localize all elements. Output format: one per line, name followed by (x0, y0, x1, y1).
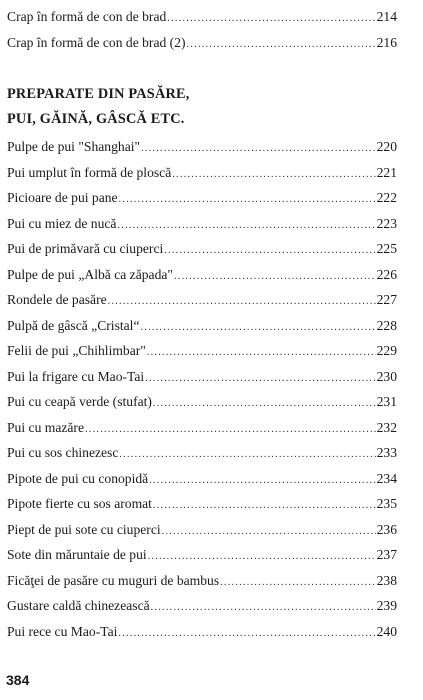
toc-entry-title: Pui umplut în formă de ploscă (7, 164, 172, 180)
toc-entry-title: Felii de pui „Chihlimbar" (7, 343, 146, 358)
toc-entry (7, 338, 397, 364)
dot-leader (118, 621, 375, 647)
toc-entry (7, 568, 397, 594)
toc-entry-title: Pulpă de gâscă „Cristal“ (7, 317, 140, 333)
dot-leader (119, 187, 376, 213)
toc-entry (7, 236, 397, 262)
dot-leader (148, 544, 376, 570)
toc-entry (7, 517, 397, 543)
dot-leader (141, 136, 376, 162)
toc-entry-page: 237 (376, 547, 397, 562)
dot-leader (117, 213, 375, 239)
section-heading-line-2: PUI, GĂINĂ, GÂSCĂ ETC. (7, 111, 185, 127)
toc-entry (7, 619, 397, 645)
toc-entry-page: 227 (376, 292, 397, 307)
page-number: 384 (6, 672, 30, 688)
dot-leader (167, 6, 375, 32)
toc-entry-page: 225 (376, 241, 397, 256)
toc-entry-page: 229 (376, 343, 397, 358)
toc-entry-title: Picioare de pui pane (7, 190, 118, 205)
toc-entry-page: 231 (376, 394, 397, 409)
toc-entry (7, 466, 397, 492)
toc-entry (7, 30, 397, 56)
toc-entry-page: 232 (376, 419, 397, 435)
dot-leader (151, 595, 376, 621)
toc-entry-title: Pui cu miez de nucă (7, 215, 117, 231)
dot-leader (153, 391, 376, 417)
toc-entry (7, 491, 397, 517)
toc-entry-title: Pipote fierte cu sos aromat (7, 496, 152, 511)
toc-entry (7, 389, 397, 415)
toc-entry-page: 240 (376, 623, 397, 639)
toc-entry-title: Sote din măruntaie de pui (7, 547, 147, 562)
dot-leader (108, 289, 376, 315)
toc-entry-page: 223 (376, 215, 397, 231)
toc-entry (7, 160, 397, 186)
toc-entry (7, 364, 397, 390)
toc-entry-page: 236 (376, 521, 397, 537)
section-spacer (7, 55, 397, 82)
dot-leader (141, 315, 376, 341)
toc-entry-page: 233 (376, 445, 397, 460)
toc-entry-page: 239 (376, 598, 397, 613)
dot-leader (172, 162, 375, 188)
toc-entry-title: Pui rece cu Mao-Tai (7, 623, 118, 639)
toc-entry-title: Pui la frigare cu Mao-Tai (7, 368, 145, 384)
toc-entry-title: Ficăţei de pasăre cu muguri de bambus (7, 572, 220, 588)
dot-leader (147, 340, 376, 366)
toc-entry-title: Pui cu mazăre (7, 419, 84, 435)
dot-leader (162, 519, 376, 545)
toc-entry (7, 440, 397, 466)
toc-entry (7, 313, 397, 339)
toc-entry-page: 234 (376, 470, 397, 486)
toc-entry-title: Crap în formă de con de brad (7, 9, 167, 24)
toc-entries-poultry (7, 134, 397, 644)
dot-leader (119, 442, 375, 468)
toc-entry-page: 220 (376, 139, 397, 154)
dot-leader (153, 493, 376, 519)
toc-entry (7, 134, 397, 160)
section-heading-line-1: PREPARATE DIN PASĂRE, (7, 86, 190, 102)
toc-entry (7, 542, 397, 568)
table-of-contents (7, 4, 397, 644)
toc-entry-page: 222 (376, 190, 397, 205)
toc-entry (7, 415, 397, 441)
toc-entry-title: Gustare caldă chinezească (7, 598, 150, 613)
toc-entry-title: Rondele de pasăre (7, 292, 107, 307)
toc-entry (7, 185, 397, 211)
dot-leader (164, 238, 375, 264)
dot-leader (220, 570, 375, 596)
toc-entry-title: Crap în formă de con de brad (2) (7, 34, 186, 50)
toc-entry-page: 230 (376, 368, 397, 384)
toc-entry (7, 4, 397, 30)
toc-entry-page: 221 (376, 164, 397, 180)
toc-entry-page: 238 (376, 572, 397, 588)
dot-leader (149, 468, 375, 494)
toc-entry-title: Pui de primăvară cu ciuperci (7, 241, 164, 256)
toc-entry-title: Pui cu sos chinezesc (7, 445, 119, 460)
dot-leader (174, 264, 376, 290)
toc-entries-top (7, 4, 397, 55)
toc-entry-title: Pulpe de pui „Albă ca zăpada" (7, 266, 173, 282)
toc-entry-page: 216 (376, 34, 397, 50)
toc-entry (7, 593, 397, 619)
toc-entry (7, 262, 397, 288)
toc-entry-title: Pui cu ceapă verde (stufat) (7, 394, 152, 409)
toc-entry-page: 214 (376, 9, 397, 24)
toc-entry-page: 226 (376, 266, 397, 282)
toc-entry (7, 211, 397, 237)
toc-entry-title: Pulpe de pui "Shanghai" (7, 139, 141, 154)
toc-entry-title: Piept de pui sote cu ciuperci (7, 521, 161, 537)
dot-leader (145, 366, 375, 392)
toc-entry-title: Pipote de pui cu conopidă (7, 470, 149, 486)
toc-entry (7, 287, 397, 313)
toc-entry-page: 235 (376, 496, 397, 511)
toc-entry-page: 228 (376, 317, 397, 333)
dot-leader (85, 417, 376, 443)
dot-leader (187, 32, 376, 58)
